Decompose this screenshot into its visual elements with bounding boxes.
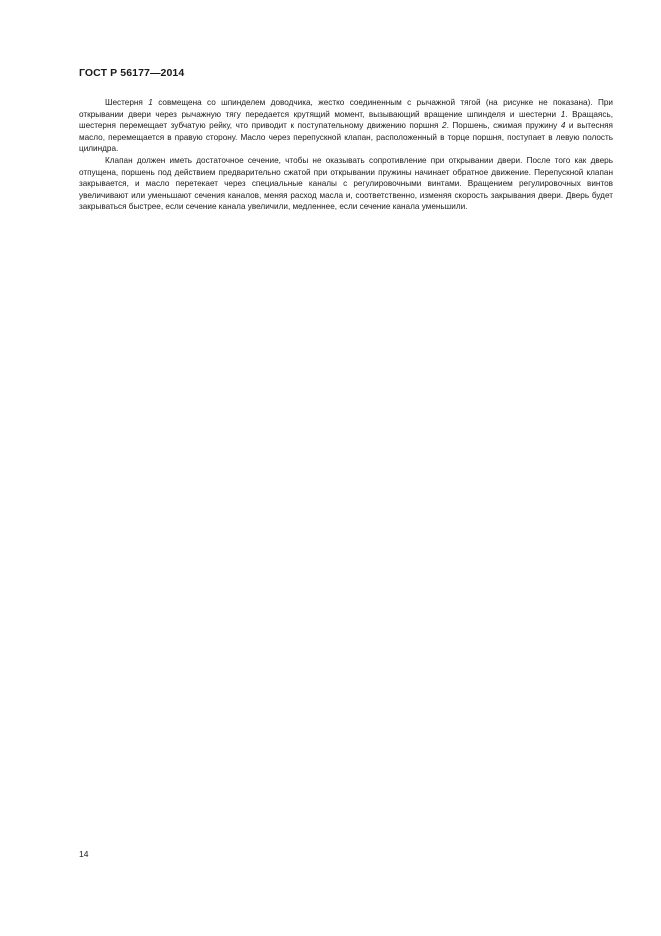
text-run: и вытесняя масло, перемещается в правую сторону. Масло через перепускной клапан, расположенный в торце поршня, поступает в левую полость цилиндра. xyxy=(79,121,613,154)
paragraph: Клапан должен иметь достаточное сечение, чтобы не оказывать сопротивление при открывании двери. После того как дверь отпущена, поршень под действием предварительно сжатой при открывании пружины начинает обратное движение. Перепускной клапан закрывается, и масло перетекает через специальные каналы с регулировочными винтами. Вращением регулировочных винтов увеличивают или уменьшают сечения каналов, меняя расход масла и, соответственно, изменяя скорость закрывания двери. Дверь будет закрываться быстрее, если сечение канала увеличили, медленнее, если сечение канала уменьшили. xyxy=(79,155,613,212)
paragraph xyxy=(79,97,613,155)
document-header: ГОСТ Р 56177—2014 xyxy=(79,67,185,79)
italic-reference-number: 1 xyxy=(148,98,153,107)
italic-reference-number: 2 xyxy=(442,121,447,131)
page-number: 14 xyxy=(79,849,89,859)
text-run: Шестерня xyxy=(105,98,149,107)
italic-reference-number: 1 xyxy=(560,109,566,119)
text-run: совмещена со шпинделем доводчика, жестко соединенным с рычажной тягой (на рисунке не показана). При открывании двери через рычажную тягу передается крутящий момент, вызывающий вращение шпинделя и шестерни xyxy=(79,98,613,119)
text-run: . Вращаясь, шестерня перемещает зубчатую рейку, что приводит к поступательному движению поршня xyxy=(79,109,613,131)
text-run: . Поршень, сжимая пружину xyxy=(446,121,561,131)
document-body xyxy=(79,97,613,213)
italic-reference-number: 4 xyxy=(560,121,566,131)
